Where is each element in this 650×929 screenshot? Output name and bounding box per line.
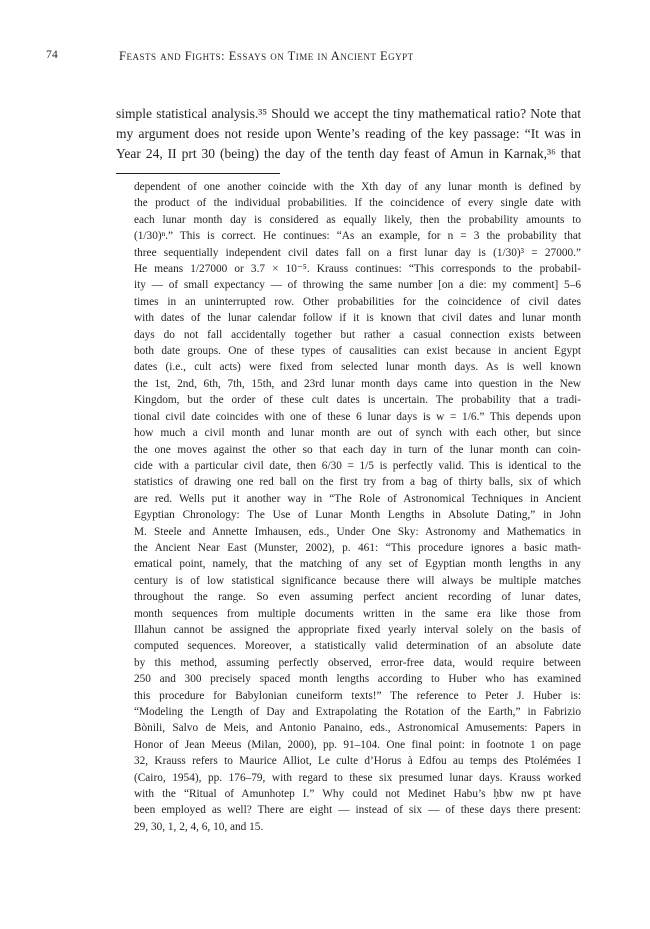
footnote-line: M. Steele and Annette Imhausen, eds., Under One Sky: Astronomy and Mathematics in (134, 525, 581, 538)
footnote-line: both date groups. One of these types of causalities can exist because in ancient Egypt (134, 345, 581, 358)
footnote-line: ity — of small expectancy — of throwing the same number [on a die: my comment] 5–6 (134, 279, 581, 292)
footnote-line: dependent of one another coincide with the Xth day of any lunar month is defined by (134, 181, 581, 193)
footnote-line: tional civil date coincides with one of these 6 lunar days is w = 1/6.” This depends upon (134, 410, 581, 423)
footnote-line: this procedure for Babylonian cuneiform texts!” The reference to Peter J. Huber is: (134, 689, 581, 702)
footnote-line: Egyptian Chronology: The Use of Lunar Month Lengths in Absolute Dating,” in John (134, 509, 581, 522)
footnote-line: ematical point, namely, that the matching of any set of Egyptian month lengths in any (134, 558, 581, 571)
footnote-line: with the “Ritual of Amunhotep I.” Why could not Medinet Habu’s ḥbw nw pt have (134, 788, 581, 801)
page-number: 74 (46, 49, 58, 61)
footnote-line: month sequences from multiple documents written in the same era like those from (134, 607, 581, 620)
footnote-line: the one moves against the other so that each day in turn of the lunar month can coin- (134, 443, 581, 456)
footnote-line: each lunar month day is considered as equally likely, then the probability amounts to (134, 213, 581, 226)
footnote-line: three sequentially independent civil dates fall on a first lunar day is (1/30)³ = 27000.” (134, 246, 581, 259)
footnote-line: 29, 30, 1, 2, 4, 6, 10, and 15. (134, 820, 264, 833)
running-title: Feasts and Fights: Essays on Time in Ancient Egypt (119, 49, 414, 63)
footnote-line: computed sequences. Moreover, a statistically valid determination of an absolute date (134, 640, 581, 653)
footnote-line: (1/30)ⁿ.” This is correct. He continues: “As an example, for n = 3 the probability that (134, 230, 581, 243)
footnote-line: days do not fall accidentally together but rather a casual connection exists between (134, 328, 581, 341)
footnote (134, 179, 581, 835)
footnote-line: He means 1/27000 or 3.7 × 10⁻⁵. Krauss continues: “This corresponds to the probabil- (134, 263, 581, 276)
body-line: Year 24, II prt 30 (being) the day of the tenth day feast of Amun in Karnak,³⁶ that (116, 146, 581, 161)
footnote-line: dates (i.e., cult acts) were fixed from selected lunar month days. As is well known (134, 361, 581, 374)
footnote-line: Illahun cannot be assigned the appropriate fixed yearly interval solely on the basis of (134, 623, 581, 636)
footnote-line: are red. Wells put it another way in “The Role of Astronomical Techniques in Ancient (134, 492, 581, 505)
footnote-line: with dates of the lunar calendar follow if it is known that civil dates and lunar month (134, 312, 581, 325)
footnote-line: 250 and 300 precisely spaced month lengths according to Huber who has examined (134, 673, 581, 686)
footnote-line: (Cairo, 1954), pp. 176–79, with regard to these six presumed lunar days. Krauss worked (134, 771, 581, 784)
footnote-line: statistics of drawing one red ball on the first try from a bag of thirty balls, six of which (134, 476, 581, 489)
footnote-line: the 1st, 2nd, 6th, 7th, 15th, and 23rd lunar month days came into question in the New (134, 377, 581, 390)
footnote-line: Honor of Jean Meeus (Milan, 2000), pp. 91–104. One final point: in footnote 1 on page (134, 738, 581, 751)
footnote-line: the Ancient Near East (Munster, 2002), p. 461: “This procedure ignores a basic math- (134, 541, 581, 554)
footnote-line: how much a civil month and lunar month are out of synch with each other, but since (134, 427, 581, 440)
page-header (46, 49, 586, 65)
footnote-line: times in an uninterrupted row. Other probabilities for the coincidence of civil dates (134, 295, 581, 308)
footnote-line: Bònili, Salvo de Meis, and Antonio Panaino, eds., Astronomical Amusements: Papers in (134, 722, 581, 735)
footnote-line: throughout the range. So even assuming perfect ancient recording of lunar dates, (134, 591, 581, 604)
footnote-line: cide with a particular civil date, then 6/30 = 1/5 is perfectly valid. This is identical to the (134, 459, 581, 472)
footnote-line: the product of the individual probabilities. If the coincidence of every single date with (134, 197, 581, 210)
footnote-line: by this method, assuming perfectly observed, error-free data, would require between (134, 656, 581, 669)
footnote-line: been employed as well? There are eight — instead of six — of these days there present: (134, 804, 581, 817)
footnote-line: 32, Krauss refers to Maurice Alliot, Le culte d’Horus à Edfou au temps des Ptolémées I (134, 755, 581, 768)
footnote-line: Kingdom, but the order of these cult dates is uncertain. The probability that a tradi- (134, 394, 581, 407)
footnote-line: century is of low statistical significance because there will always be multiple matches (134, 574, 581, 587)
body-line: my argument does not reside upon Wente’s reading of the key passage: “It was in (116, 126, 581, 141)
footnote-line: “Modeling the Length of Day and Extrapolating the Rotation of the Earth,” in Fabrizio (134, 706, 581, 718)
footnote-rule (116, 173, 280, 174)
main-text (116, 104, 581, 164)
body-line: simple statistical analysis.³⁵ Should we accept the tiny mathematical ratio? Note that (116, 106, 581, 121)
